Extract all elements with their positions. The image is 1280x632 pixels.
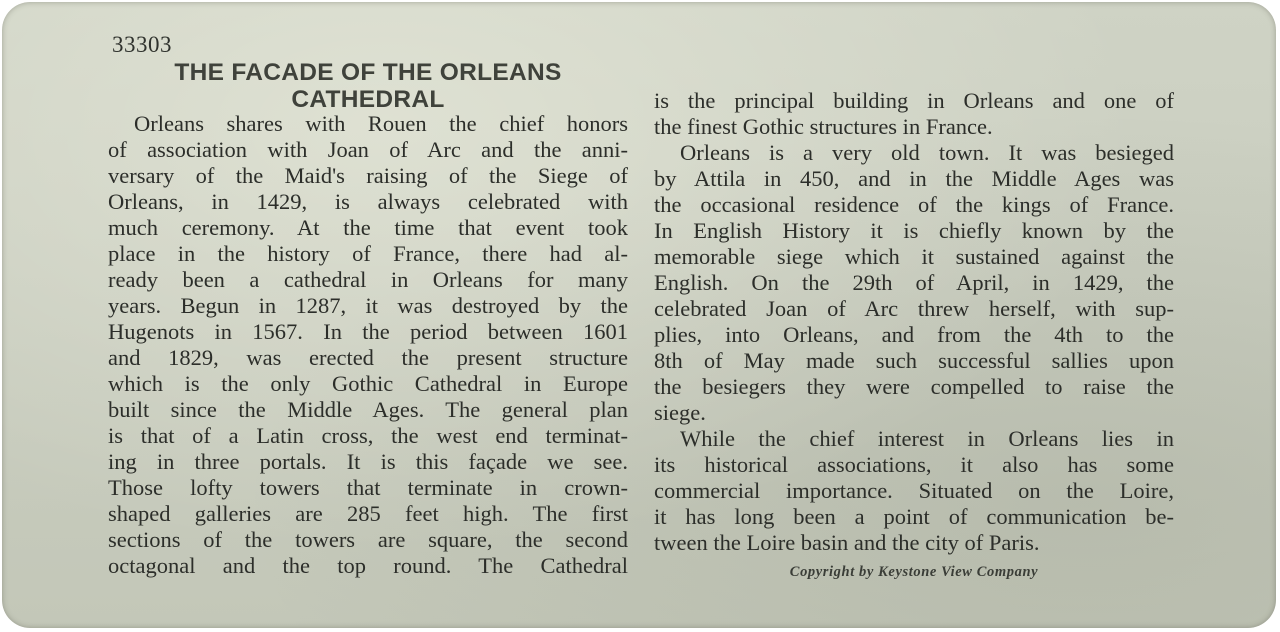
text-line: Orleans, in 1429, is always celebrated with	[108, 189, 628, 214]
text-line: years. Begun in 1287, it was destroyed by the	[108, 293, 628, 318]
text-line: Orleans is a very old town. It was besieged	[680, 140, 1174, 165]
text-line: which is the only Gothic Cathedral in Europe	[108, 371, 628, 396]
text-line: In English History it is chiefly known by the	[654, 218, 1174, 243]
text-line: ready been a cathedral in Orleans for many	[108, 267, 628, 292]
stereoview-card-back	[2, 2, 1276, 628]
text-line: its historical associations, it also has some	[654, 452, 1174, 477]
text-line: is that of a Latin cross, the west end terminat-	[108, 423, 628, 448]
text-line: versary of the Maid's raising of the Siege of	[108, 163, 628, 188]
text-line: tween the Loire basin and the city of Paris.	[654, 530, 1040, 555]
right-text-column	[654, 88, 1174, 556]
text-line: Orleans shares with Rouen the chief honors	[134, 111, 628, 136]
text-line: siege.	[654, 400, 706, 425]
text-line: plies, into Orleans, and from the 4th to the	[654, 322, 1174, 347]
text-line: and 1829, was erected the present structure	[108, 345, 628, 370]
text-line: of association with Joan of Arc and the anni-	[108, 137, 628, 162]
text-line: it has long been a point of communication be-	[654, 504, 1174, 529]
text-line: Those lofty towers that terminate in crown-	[108, 475, 628, 500]
text-line: place in the history of France, there had al-	[108, 241, 628, 266]
title-line: THE FACADE OF THE ORLEANS	[174, 59, 562, 86]
text-line: memorable siege which it sustained against the	[654, 244, 1174, 269]
copyright-notice: Copyright by Keystone View Company	[789, 564, 1039, 580]
text-line: much ceremony. At the time that event took	[108, 215, 628, 240]
text-line: 8th of May made such successful sallies upon	[654, 348, 1174, 373]
text-line: celebrated Joan of Arc threw herself, with sup-	[654, 296, 1174, 321]
text-line: shaped galleries are 285 feet high. The first	[108, 501, 628, 526]
title-line: CATHEDRAL	[291, 86, 445, 113]
text-line: by Attila in 450, and in the Middle Ages was	[654, 166, 1174, 191]
text-line: sections of the towers are square, the second	[108, 527, 628, 552]
text-line: Hugenots in 1567. In the period between 1601	[108, 319, 628, 344]
text-line: the finest Gothic structures in France.	[654, 114, 993, 139]
text-line: octagonal and the top round. The Cathedral	[108, 553, 628, 578]
text-line: the besiegers they were compelled to raise the	[654, 374, 1174, 399]
text-line: While the chief interest in Orleans lies in	[680, 426, 1174, 451]
catalog-number: 33303	[112, 32, 172, 57]
text-line: English. On the 29th of April, in 1429, the	[654, 270, 1174, 295]
text-line: ing in three portals. It is this façade we see.	[108, 449, 628, 474]
card-title	[108, 59, 628, 113]
left-text-column	[108, 111, 628, 579]
text-line: built since the Middle Ages. The general plan	[108, 397, 628, 422]
text-line: commercial importance. Situated on the Loire,	[654, 478, 1174, 503]
text-line: the occasional residence of the kings of France.	[654, 192, 1174, 217]
text-line: is the principal building in Orleans and one of	[654, 88, 1174, 113]
